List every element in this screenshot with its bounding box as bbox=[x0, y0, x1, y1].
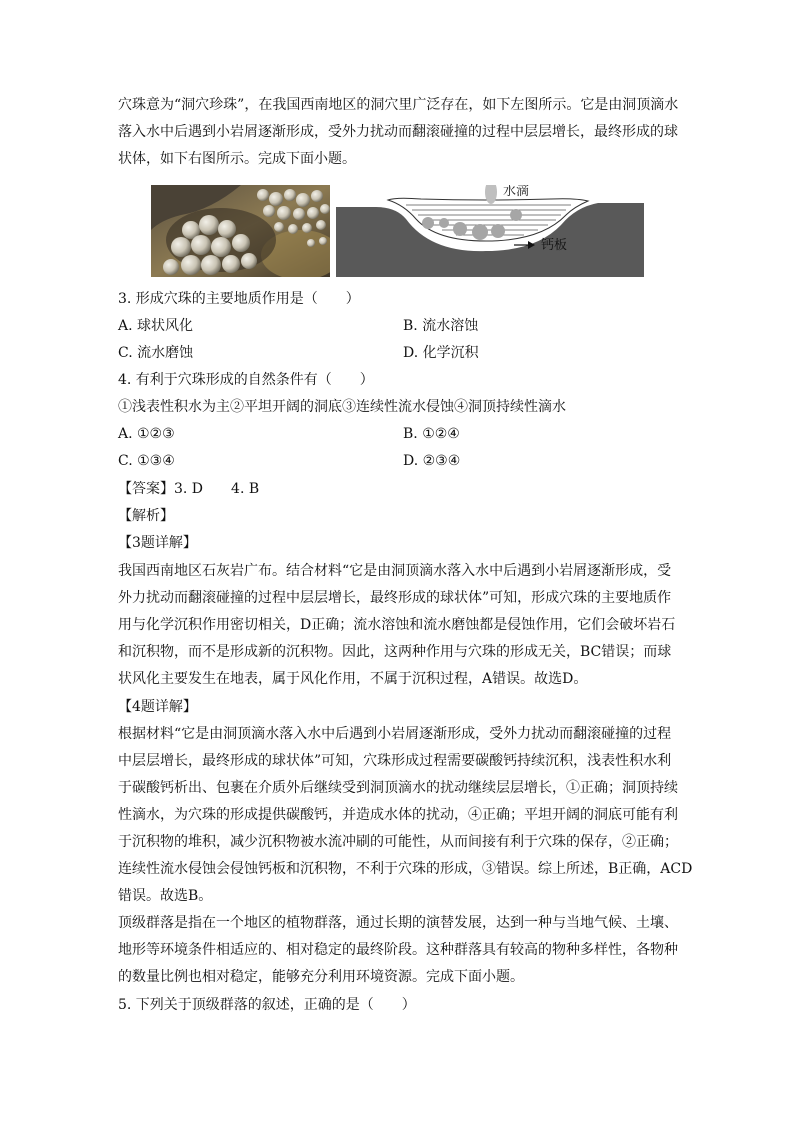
q4-option-d: D. ②③④ bbox=[403, 453, 461, 469]
cave-pearl-figure bbox=[151, 185, 644, 277]
cave-pearl-photo bbox=[151, 185, 330, 277]
q3-stem: 3. 形成穴珠的主要地质作用是（ ） bbox=[118, 291, 360, 307]
label-calcium-plate: 钙板 bbox=[541, 238, 568, 253]
intro2-line: 的数量比例也相对稳定，能够充分利用环境资源。完成下面小题。 bbox=[118, 969, 524, 985]
q4-detail-title: 【4题详解】 bbox=[118, 699, 197, 715]
q3-detail-title: 【3题详解】 bbox=[118, 535, 197, 551]
q4-detail-line: 错误。故选B。 bbox=[118, 888, 213, 904]
intro2-line: 顶级群落是指在一个地区的植物群落，通过长期的演替发展，达到一种与当地气候、土壤、 bbox=[118, 915, 678, 931]
q3-option-c: C. 流水磨蚀 bbox=[118, 345, 194, 361]
analysis-title: 【解析】 bbox=[118, 508, 174, 524]
q3-option-d: D. 化学沉积 bbox=[403, 345, 479, 361]
intro-line-1: 穴珠意为“洞穴珍珠”，在我国西南地区的洞穴里广泛存在，如下左图所示。它是由洞顶滴水 bbox=[118, 97, 679, 113]
q4-conditions: ①浅表性积水为主②平坦开阔的洞底③连续性流水侵蚀④洞顶持续性滴水 bbox=[118, 399, 566, 415]
cave-pearl-diagram bbox=[336, 185, 644, 277]
q4-option-b: B. ①②④ bbox=[403, 426, 460, 442]
q3-detail-line: 我国西南地区石灰岩广布。结合材料“它是由洞顶滴水落入水中后遇到小岩屑逐渐形成，受 bbox=[118, 563, 672, 579]
q3-detail-line: 外力扰动而翻滚碰撞的过程中层层增长，最终形成的球状体”可知，形成穴珠的主要地质作 bbox=[118, 590, 672, 606]
q4-option-a: A. ①②③ bbox=[118, 426, 175, 442]
answer-line: 【答案】3. D 4. B bbox=[118, 481, 260, 497]
intro-line-3: 状体，如下右图所示。完成下面小题。 bbox=[118, 151, 356, 167]
q4-detail-line: 于碳酸钙析出、包裹在介质外后继续受到洞顶滴水的扰动继续层层增长，①正确；洞顶持续 bbox=[118, 780, 678, 796]
label-water-drop: 水滴 bbox=[503, 185, 530, 199]
intro-line-2: 落入水中后遇到小岩屑逐渐形成，受外力扰动而翻滚碰撞的过程中层层增长，最终形成的球 bbox=[118, 124, 678, 140]
q4-detail-line: 性滴水，为穴珠的形成提供碳酸钙，并造成水体的扰动，④正确；平坦开阔的洞底可能有利 bbox=[118, 807, 678, 823]
q4-detail-line: 连续性流水侵蚀会侵蚀钙板和沉积物，不利于穴珠的形成，③错误。综上所述，B正确，ACD bbox=[118, 861, 693, 877]
q5-stem: 5. 下列关于顶级群落的叙述，正确的是（ ） bbox=[118, 997, 416, 1013]
q3-option-a: A. 球状风化 bbox=[118, 318, 194, 334]
q3-detail-line: 和沉积物，而不是形成新的沉积物。因此，这两种作用与穴珠的形成无关，BC错误；而球 bbox=[118, 644, 672, 660]
q4-detail-line: 于沉积物的堆积，减少沉积物被水流冲刷的可能性，从而间接有利于穴珠的保存，②正确； bbox=[118, 834, 678, 850]
q3-detail-line: 用与化学沉积作用密切相关，D正确；流水溶蚀和流水磨蚀都是侵蚀作用，它们会破坏岩石 bbox=[118, 617, 676, 633]
q4-detail-line: 根据材料“它是由洞顶滴水落入水中后遇到小岩屑逐渐形成，受外力扰动而翻滚碰撞的过程 bbox=[118, 726, 672, 742]
q4-stem: 4. 有利于穴珠形成的自然条件有（ ） bbox=[118, 372, 374, 388]
q4-option-c: C. ①③④ bbox=[118, 453, 175, 469]
q3-detail-line: 状风化主要发生在地表，属于风化作用，不属于沉积过程，A错误。故选D。 bbox=[118, 671, 588, 687]
intro2-line: 地形等环境条件相适应的、相对稳定的最终阶段。这种群落具有较高的物种多样性，各物种 bbox=[118, 942, 678, 958]
q3-option-b: B. 流水溶蚀 bbox=[403, 318, 479, 334]
q4-detail-line: 中层层增长，最终形成的球状体”可知，穴珠形成过程需要碳酸钙持续沉积，浅表性积水利 bbox=[118, 753, 672, 769]
